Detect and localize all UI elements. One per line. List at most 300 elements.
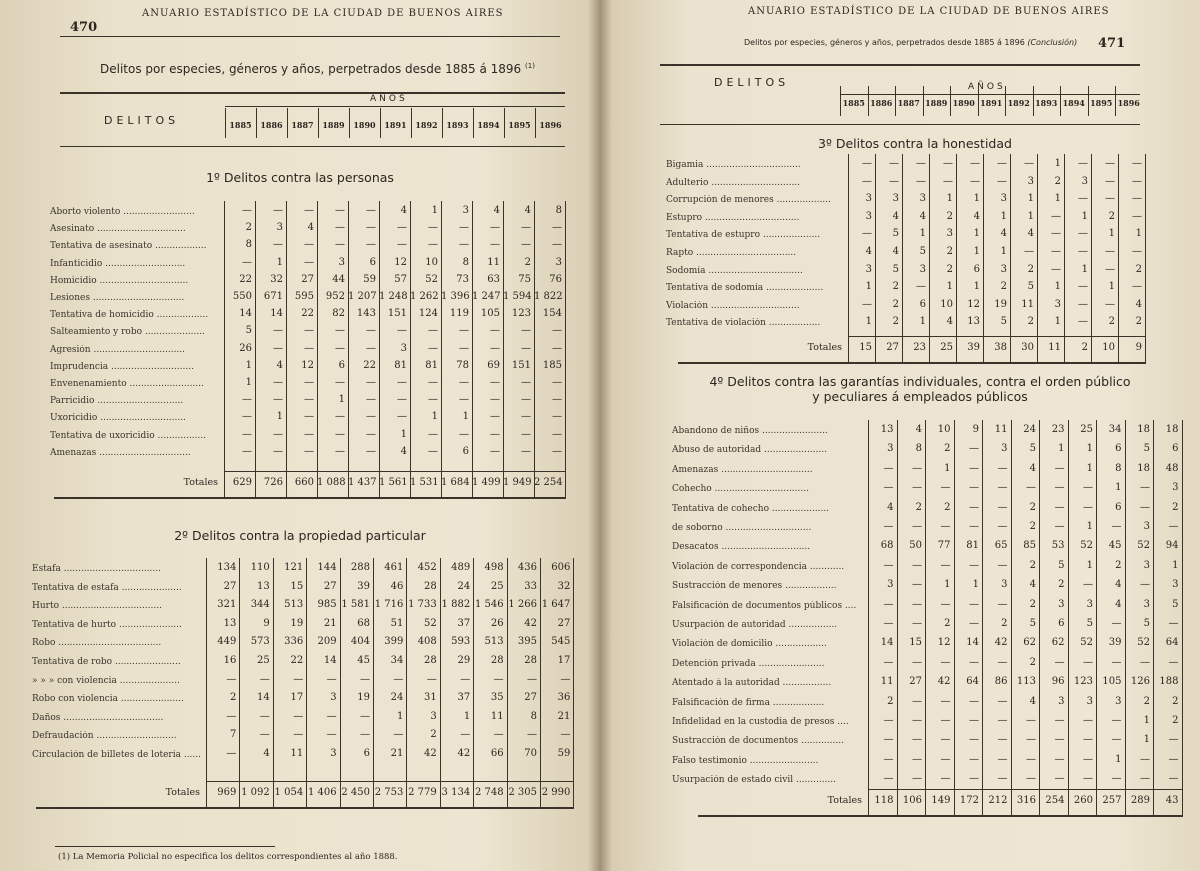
table-cell: —: [273, 342, 283, 354]
table-cell: 188: [1159, 676, 1179, 688]
table-cell: 4: [892, 246, 899, 257]
table-cell: 11: [290, 748, 304, 759]
table-cell: —: [969, 734, 979, 746]
table-cell: —: [521, 394, 531, 406]
section-heading-propiedad: 2º Delitos contra la propiedad particular: [174, 528, 426, 543]
row-label: Abuso de autoridad ......................: [672, 445, 827, 456]
totals-rule: [848, 336, 1145, 337]
table-cell: —: [862, 228, 872, 240]
table-cell: 21: [557, 710, 571, 722]
table-cell: 15: [290, 580, 304, 592]
table-cell: —: [359, 673, 370, 685]
table-cell: 1: [972, 579, 979, 591]
table-cell: —: [335, 239, 345, 251]
table-cell: —: [1140, 482, 1150, 494]
table-cell: 81: [966, 540, 979, 552]
table-cell: 10: [937, 424, 951, 435]
table-cell: —: [552, 342, 562, 354]
table-cell: —: [1078, 158, 1088, 169]
year-divider: [225, 108, 226, 138]
row-label: Tentativa de hurto ......................: [32, 619, 182, 630]
column-divider: [1182, 420, 1183, 817]
table-cell: —: [1083, 501, 1093, 513]
row-label: Daños ...................................: [32, 712, 164, 723]
section-bottom-rule: [36, 807, 573, 809]
table-cell: —: [521, 428, 531, 440]
year-divider: [411, 108, 412, 138]
table-cell: 288: [350, 562, 370, 573]
table-cell: —: [490, 394, 500, 406]
table-cell: 2: [1143, 695, 1150, 707]
table-cell: —: [304, 445, 314, 457]
table-cell: 36: [557, 692, 571, 704]
table-cell: —: [521, 342, 531, 354]
table-cell: 39: [1108, 637, 1122, 649]
table-cell: 3: [865, 263, 872, 275]
table-cell: 9: [972, 424, 979, 435]
totals-cell: 212: [988, 794, 1008, 806]
table-cell: 29: [457, 655, 471, 666]
table-cell: —: [1111, 715, 1122, 726]
table-cell: 3: [919, 193, 926, 205]
table-cell: 12: [394, 256, 407, 268]
table-cell: —: [304, 394, 314, 406]
table-cell: —: [1051, 246, 1061, 257]
row-label: Falso testimonio ........................: [672, 755, 819, 766]
table-cell: —: [490, 428, 500, 440]
table-cell: —: [1132, 193, 1142, 205]
table-cell: —: [428, 394, 438, 406]
table-cell: —: [997, 773, 1008, 785]
table-cell: —: [1132, 210, 1142, 222]
table-cell: 27: [223, 580, 237, 592]
row-label: Amenazas ................................: [672, 464, 813, 475]
table-cell: 96: [1051, 676, 1065, 688]
table-cell: —: [226, 748, 237, 759]
table-cell: —: [1083, 656, 1093, 668]
table-cell: 126: [1130, 676, 1150, 688]
table-cell: 3: [1027, 175, 1034, 187]
totals-cell: 1 092: [241, 786, 270, 798]
table-cell: 1: [431, 411, 438, 423]
table-cell: 1: [1086, 462, 1093, 474]
row-label: Adulterio ...............................: [666, 177, 801, 188]
table-cell: —: [1024, 158, 1034, 169]
table-cell: 6: [919, 298, 926, 310]
table-cell: 952: [325, 291, 345, 302]
table-cell: —: [940, 753, 951, 765]
table-cell: 671: [263, 291, 283, 302]
table-cell: —: [1111, 521, 1122, 532]
table-cell: —: [304, 325, 314, 337]
totals-cell: 257: [1102, 794, 1122, 806]
table-cell: —: [459, 325, 469, 337]
table-cell: —: [242, 428, 252, 440]
table-cell: 4: [946, 316, 953, 328]
row-label: Bigamia .................................: [666, 160, 801, 170]
table-cell: 12: [301, 359, 314, 371]
row-label: Estupro .................................: [666, 212, 800, 223]
table-cell: —: [969, 443, 979, 455]
table-cell: 550: [232, 291, 252, 302]
table-cell: 27: [323, 580, 337, 592]
table-cell: 19: [357, 692, 370, 704]
table-cell: 17: [557, 655, 571, 666]
table-cell: 1: [1108, 281, 1115, 293]
table-cell: 32: [270, 273, 283, 285]
table-cell: 3: [1001, 443, 1008, 455]
table-cell: —: [1078, 193, 1088, 205]
table-cell: —: [1026, 715, 1036, 726]
table-cell: —: [304, 342, 314, 354]
table-cell: 6: [1115, 443, 1122, 455]
table-cell: 37: [457, 617, 471, 629]
table-cell: 9: [263, 617, 270, 629]
table-cell: 1: [1054, 281, 1061, 293]
table-cell: 11: [490, 710, 504, 722]
table-cell: 3: [887, 443, 894, 455]
totals-cell: 1 406: [307, 786, 337, 798]
table-cell: 81: [394, 359, 407, 371]
table-cell: —: [912, 734, 922, 746]
anos-header: AÑOS: [968, 82, 1006, 92]
row-label: Tentativa de estafa .....................: [32, 582, 182, 593]
year-header-1893: 1893: [446, 120, 469, 130]
table-cell: —: [997, 559, 1008, 571]
table-cell: 545: [551, 636, 571, 648]
table-cell: 2: [430, 729, 437, 741]
table-cell: —: [393, 729, 404, 741]
table-cell: 77: [937, 540, 951, 552]
year-header-1890: 1890: [952, 98, 975, 108]
table-cell: 8: [462, 256, 469, 268]
table-cell: —: [490, 377, 500, 388]
year-header-1887: 1887: [291, 120, 314, 130]
year-header-1890: 1890: [353, 120, 376, 130]
table-cell: 3: [919, 263, 926, 275]
table-cell: 408: [417, 636, 437, 648]
table-cell: 12: [967, 298, 980, 310]
table-cell: —: [997, 521, 1008, 532]
table-cell: 8: [245, 239, 252, 251]
table-cell: 52: [1080, 540, 1093, 552]
row-label: Sustracción de documentos ...............: [672, 736, 844, 747]
table-cell: —: [997, 175, 1007, 187]
table-cell: 46: [390, 580, 404, 592]
table-cell: —: [912, 715, 922, 726]
table-cell: —: [273, 428, 283, 440]
table-cell: 94: [1165, 540, 1179, 552]
table-cell: —: [560, 673, 571, 685]
table-cell: 4: [865, 246, 872, 257]
row-label: » » » con violencia .....................: [32, 675, 180, 686]
year-header-1894: 1894: [1062, 98, 1085, 108]
table-cell: 1: [1000, 210, 1007, 222]
table-cell: 2: [1029, 598, 1036, 610]
table-cell: —: [428, 342, 438, 354]
table-cell: 4: [892, 210, 899, 222]
table-cell: —: [259, 729, 270, 741]
table-cell: —: [459, 428, 469, 440]
table-cell: —: [1105, 193, 1115, 205]
table-cell: —: [1140, 579, 1150, 591]
table-cell: —: [889, 158, 899, 169]
table-cell: 3: [400, 342, 407, 354]
row-label: Estafa ..................................: [32, 564, 161, 574]
totals-cell: 1 531: [410, 477, 439, 488]
table-cell: 73: [456, 273, 469, 285]
table-top-rule: [660, 64, 1140, 66]
table-cell: 62: [1023, 637, 1036, 649]
table-cell: —: [883, 598, 894, 610]
table-cell: —: [259, 673, 270, 685]
year-divider: [504, 108, 505, 138]
table-cell: —: [997, 482, 1008, 494]
table-cell: 3: [1001, 579, 1008, 591]
table-cell: 1: [1054, 193, 1061, 205]
table-cell: 1: [944, 462, 951, 474]
table-cell: —: [259, 710, 270, 722]
table-cell: 85: [1023, 540, 1036, 552]
table-title: Delitos por especies, géneros y años, perpetrados desde 1885 á 1896 $^{(1)}$: [100, 62, 535, 76]
table-cell: —: [1054, 734, 1065, 746]
table-cell: 6: [369, 256, 376, 268]
year-header-1892: 1892: [1007, 98, 1030, 108]
table-cell: 2: [1135, 263, 1142, 275]
table-cell: 24: [1023, 424, 1036, 435]
table-cell: 3: [555, 256, 562, 268]
table-cell: 15: [909, 637, 922, 649]
table-cell: —: [426, 673, 437, 685]
table-cell: —: [970, 175, 980, 187]
row-label: Detención privada .......................: [672, 658, 825, 669]
table-cell: —: [1168, 734, 1179, 746]
table-cell: 7: [230, 729, 237, 741]
table-cell: 42: [994, 637, 1008, 649]
anos-header: AÑOS: [370, 94, 408, 104]
year-header-1895: 1895: [1090, 98, 1113, 108]
table-cell: —: [397, 394, 407, 406]
table-cell: —: [521, 222, 531, 234]
table-cell: 344: [250, 599, 270, 611]
table-cell: —: [1105, 263, 1115, 275]
table-cell: 185: [542, 359, 562, 371]
table-cell: 2: [1001, 618, 1008, 629]
table-cell: 124: [418, 308, 438, 320]
table-cell: —: [1132, 281, 1142, 293]
year-divider: [318, 108, 319, 138]
table-cell: 2: [887, 695, 894, 707]
totals-rule: [868, 789, 1182, 790]
table-cell: 35: [490, 692, 504, 704]
table-cell: 14: [270, 308, 283, 320]
header-bottom-rule: [660, 124, 1140, 125]
anos-rule: [225, 106, 565, 107]
table-cell: —: [552, 394, 562, 406]
table-cell: 5: [892, 263, 899, 275]
table-cell: 3: [892, 193, 899, 205]
table-cell: —: [997, 734, 1008, 746]
table-cell: 1: [1086, 559, 1093, 571]
table-cell: 123: [511, 308, 531, 320]
table-cell: —: [273, 205, 283, 216]
table-cell: 22: [290, 655, 304, 666]
table-cell: —: [552, 445, 562, 457]
table-cell: —: [862, 158, 872, 169]
table-cell: 2: [944, 443, 951, 455]
table-cell: 2: [892, 316, 899, 328]
table-cell: 5: [1027, 281, 1034, 293]
table-cell: —: [1054, 656, 1065, 668]
table-cell: 3: [1143, 521, 1150, 532]
table-cell: 4: [1135, 298, 1142, 310]
year-divider: [473, 108, 474, 138]
row-label: Robo ....................................: [32, 638, 162, 649]
table-cell: —: [883, 773, 894, 785]
year-header-1894: 1894: [477, 120, 500, 130]
table-cell: 1: [338, 394, 345, 406]
table-cell: —: [335, 342, 345, 354]
table-cell: —: [552, 411, 562, 423]
table-cell: 3: [1000, 193, 1007, 205]
table-cell: 1: [1143, 734, 1150, 746]
table-cell: 3: [865, 210, 872, 222]
table-cell: 25: [1080, 424, 1093, 435]
table-cell: 119: [449, 308, 469, 320]
table-cell: —: [997, 656, 1008, 668]
table-cell: —: [460, 729, 471, 741]
table-cell: —: [1111, 734, 1122, 746]
table-cell: 1 266: [508, 599, 537, 611]
table-cell: —: [273, 377, 283, 388]
table-cell: 1: [400, 428, 407, 440]
table-cell: 1: [1115, 482, 1122, 494]
table-cell: 34: [1108, 424, 1122, 435]
row-label: Atentado á la autoridad .................: [672, 678, 832, 689]
table-cell: —: [969, 715, 979, 726]
anos-rule: [840, 94, 1140, 95]
section-heading-personas: 1º Delitos contra las personas: [206, 170, 394, 185]
table-cell: 3: [462, 205, 469, 216]
table-cell: 4: [1029, 695, 1036, 707]
delitos-header: DELITOS: [104, 114, 180, 127]
table-cell: —: [916, 158, 926, 169]
table-cell: —: [304, 428, 314, 440]
table-cell: —: [326, 710, 337, 722]
table-cell: 26: [490, 617, 504, 629]
table-cell: 3: [1058, 695, 1065, 707]
row-label: Asesinato ...............................: [50, 224, 186, 235]
table-cell: 1: [1143, 715, 1150, 726]
table-cell: 4: [1000, 228, 1007, 240]
table-cell: 1: [865, 316, 872, 328]
totals-cell: 1 437: [348, 477, 377, 488]
table-cell: 3: [430, 710, 437, 722]
totals-cell: 15: [859, 342, 872, 353]
table-cell: —: [335, 325, 345, 337]
table-cell: 3: [887, 579, 894, 591]
table-cell: 5: [1172, 598, 1179, 610]
table-cell: 48: [1165, 462, 1179, 474]
table-cell: 53: [1051, 540, 1065, 552]
table-cell: 154: [542, 308, 562, 320]
table-cell: 59: [363, 273, 376, 285]
year-divider: [1060, 86, 1061, 116]
table-cell: —: [490, 342, 500, 354]
year-divider: [287, 108, 288, 138]
table-cell: 321: [217, 599, 237, 611]
table-cell: 3: [1058, 598, 1065, 610]
table-cell: —: [1168, 521, 1179, 532]
table-cell: 1: [245, 377, 252, 388]
table-cell: —: [883, 656, 894, 668]
totals-cell: 629: [232, 477, 252, 488]
table-cell: 28: [424, 580, 437, 592]
table-cell: —: [916, 281, 926, 293]
table-cell: 37: [457, 692, 471, 704]
table-cell: —: [1054, 482, 1065, 494]
table-cell: 2: [245, 222, 252, 234]
table-cell: —: [1054, 521, 1065, 532]
table-cell: 1 396: [441, 291, 470, 302]
table-cell: 6: [462, 445, 469, 457]
table-cell: —: [304, 377, 314, 388]
table-cell: 2: [1029, 521, 1036, 532]
table-cell: —: [862, 175, 872, 187]
table-cell: —: [1078, 298, 1088, 310]
table-cell: —: [552, 428, 562, 440]
table-cell: —: [521, 411, 531, 423]
table-cell: —: [521, 377, 531, 388]
table-cell: 1: [462, 411, 469, 423]
table-cell: —: [304, 256, 314, 268]
table-cell: 6: [338, 359, 345, 371]
table-cell: 57: [394, 273, 407, 285]
table-cell: 1: [1000, 246, 1007, 257]
table-cell: 489: [451, 562, 471, 573]
table-cell: —: [366, 239, 376, 251]
table-cell: 6: [363, 748, 370, 759]
table-cell: —: [393, 673, 404, 685]
year-divider: [950, 86, 951, 116]
table-cell: 51: [390, 617, 404, 629]
table-cell: 75: [518, 273, 531, 285]
table-cell: 1: [1135, 228, 1142, 240]
table-cell: 4: [915, 424, 922, 435]
table-cell: —: [273, 239, 283, 251]
table-cell: 64: [1165, 637, 1179, 649]
page-number: 471: [1098, 36, 1126, 51]
table-cell: —: [326, 729, 337, 741]
table-cell: —: [883, 715, 894, 726]
table-cell: 1 882: [441, 599, 471, 611]
section-heading-garantias: 4º Delitos contra las garantías individuales, contra el orden público y peculiares á empleados públicos: [709, 374, 1131, 404]
row-label: Tentativa de robo .......................: [32, 657, 181, 667]
year-header-1885: 1885: [842, 98, 865, 108]
table-cell: —: [883, 482, 894, 494]
table-cell: —: [1024, 246, 1034, 257]
table-cell: 2: [1108, 210, 1115, 222]
totals-cell: 2 450: [341, 786, 370, 798]
row-label: Cohecho .................................: [672, 484, 809, 495]
totals-cell: 38: [994, 342, 1007, 353]
table-cell: —: [969, 618, 979, 629]
table-cell: 2: [1029, 559, 1036, 571]
table-cell: 143: [356, 308, 376, 320]
table-cell: 63: [487, 273, 500, 285]
year-header-1892: 1892: [415, 120, 438, 130]
table-cell: 17: [290, 692, 304, 704]
